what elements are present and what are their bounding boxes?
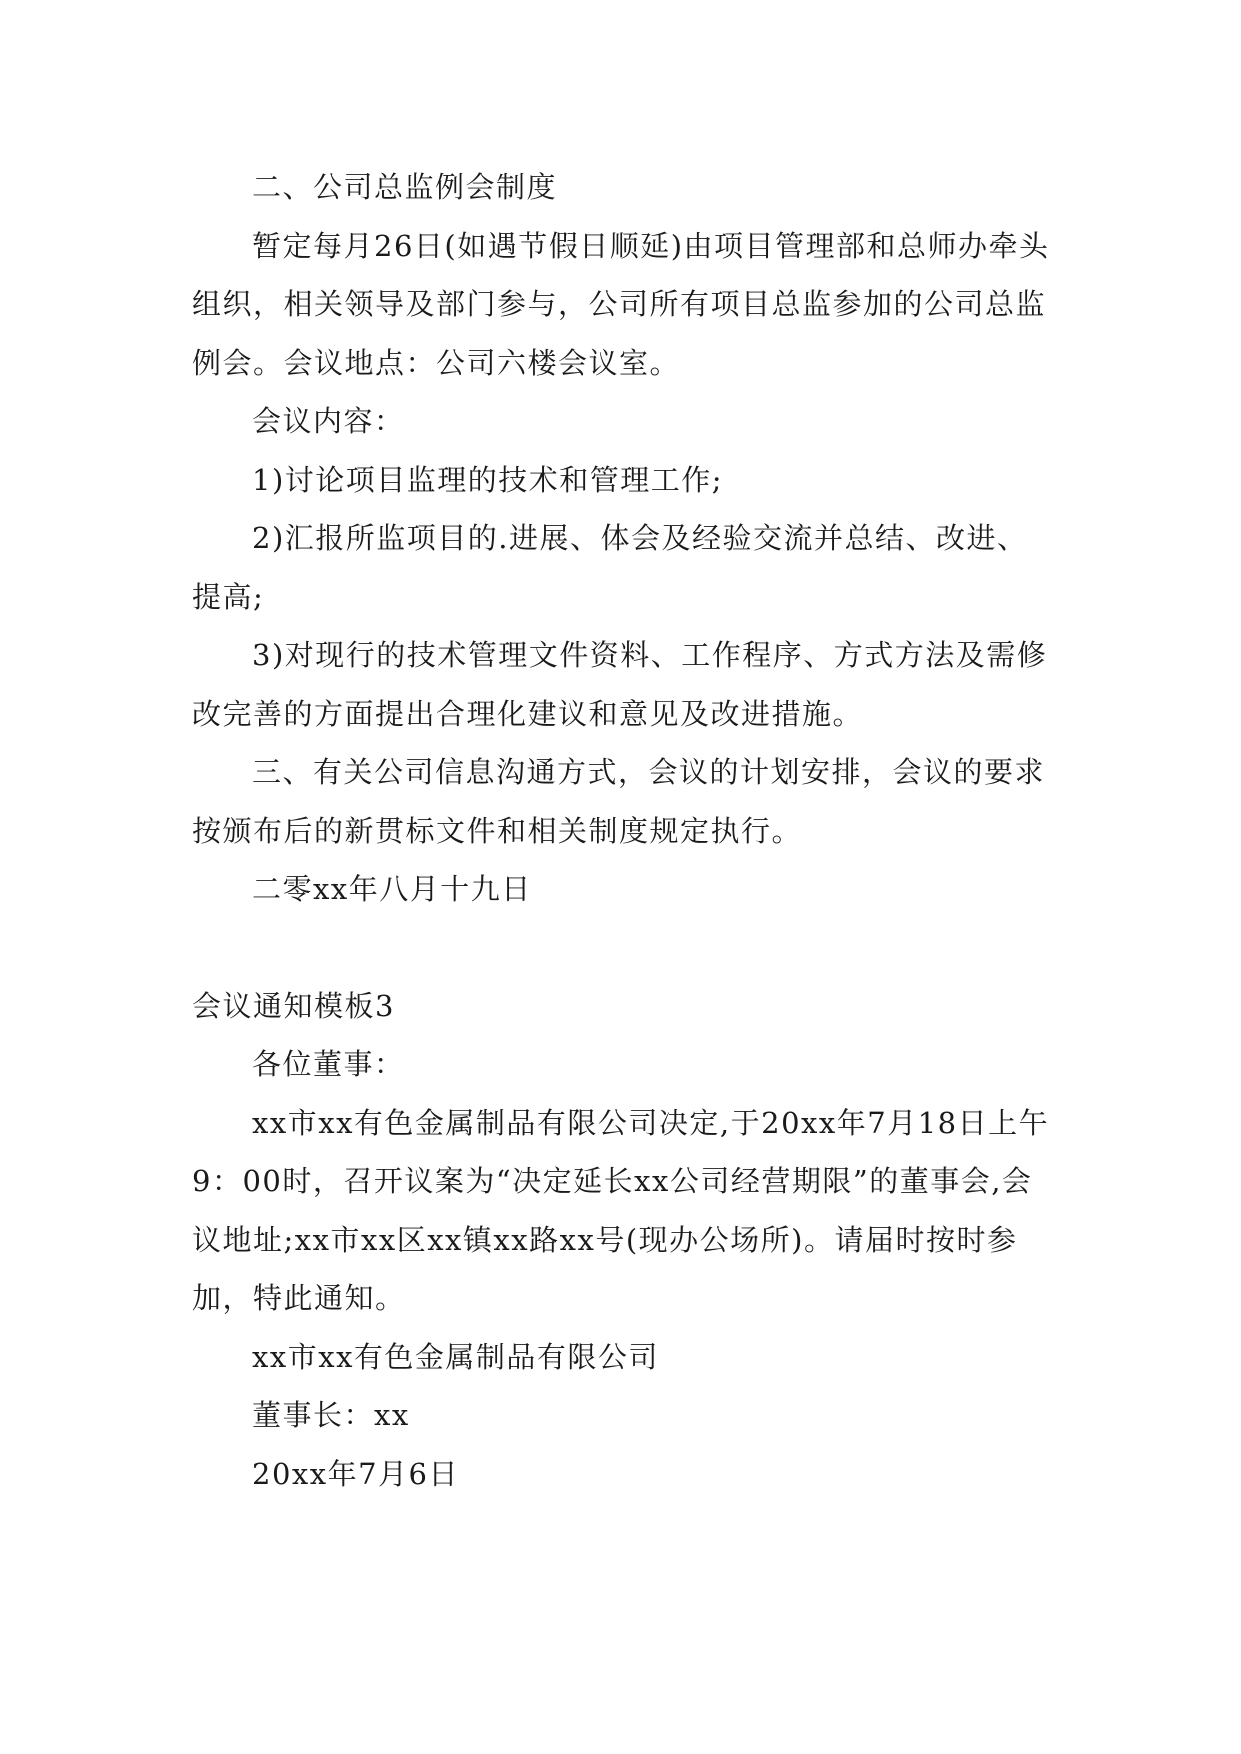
heading-meeting-system: 二、公司总监例会制度 <box>252 170 558 204</box>
date-line-2: 20xx年7月6日 <box>252 1456 460 1491</box>
list-item-3: 3)对现行的技术管理文件资料、工作程序、方式方法及需修改完善的方面提出合理化建议和意见及改进措施。 <box>192 638 1048 731</box>
list-item-2: 2)汇报所监项目的.进展、体会及经验交流并总结、改进、提高; <box>192 521 1028 614</box>
paragraph-meeting-content-label: 会议内容： <box>252 404 405 438</box>
chairman-signature: 董事长：xx <box>252 1398 410 1432</box>
document-body <box>192 158 1050 1503</box>
section-spacer <box>192 919 1050 977</box>
paragraph-notice: xx市xx有色金属制品有限公司决定,于20xx年7月18日上午9：00时，召开议案为“决定延长xx公司经营期限”的董事会,会议地址;xx市xx区xx镇xx路xx号(现办公场所)。请届时按时参加，特此通知。 <box>192 1105 1050 1315</box>
section-title: 会议通知模板3 <box>192 988 395 1023</box>
paragraph-communication: 三、有关公司信息沟通方式，会议的计划安排，会议的要求按颁布后的新贯标文件和相关制度规定执行。 <box>192 755 1046 848</box>
paragraph-meeting-schedule: 暂定每月26日(如遇节假日顺延)由项目管理部和总师办牵头组织，相关领导及部门参与，公司所有项目总监参加的公司总监例会。会议地点：公司六楼会议室。 <box>192 228 1050 380</box>
company-name: xx市xx有色金属制品有限公司 <box>252 1339 659 1374</box>
list-item-1: 1)讨论项目监理的技术和管理工作; <box>252 462 724 497</box>
date-line-1: 二零xx年八月十九日 <box>252 872 532 906</box>
salutation: 各位董事： <box>252 1047 405 1081</box>
